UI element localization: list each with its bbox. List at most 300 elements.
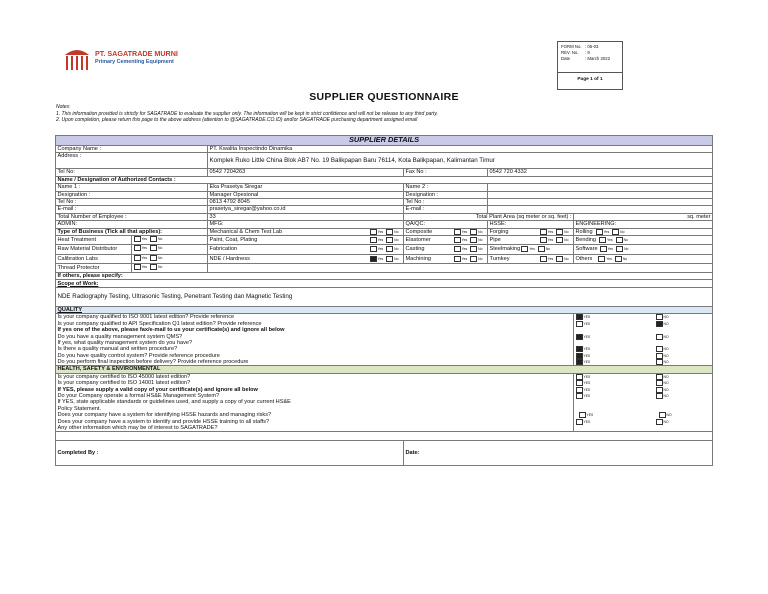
yes-checkbox[interactable] [134, 236, 141, 242]
quality-question: Is your company qualified to ISO 9001 latest edition? Provide reference [56, 314, 574, 321]
no-text: NO [666, 413, 672, 418]
quality-answer [574, 314, 713, 321]
biz-1-4-checks[interactable] [599, 237, 631, 243]
biz-3-3-label: Turnkey [489, 255, 510, 262]
hse-question: Do your Company operate a formal HS&E Management System? [56, 393, 574, 399]
yes-option[interactable] [576, 387, 656, 393]
no-text: NO [663, 387, 669, 392]
no-option[interactable] [656, 321, 672, 327]
yes-text: Yes [547, 256, 554, 261]
yes-text: Yes [529, 247, 535, 252]
contacts-label: Name / Designation of Authorized Contacts : [56, 176, 713, 183]
biz-0-2 [404, 228, 488, 235]
no-text: NO [663, 353, 669, 358]
yes-option[interactable] [576, 374, 656, 380]
no-checkbox[interactable] [470, 229, 477, 235]
biz-blank [208, 263, 713, 272]
no-text: NO [663, 374, 669, 379]
no-text: NO [663, 419, 669, 424]
no-text: No [394, 247, 399, 252]
yes-option[interactable] [576, 419, 656, 425]
yes-text: Yes [461, 237, 468, 242]
notes-heading: Notes: [56, 104, 71, 110]
supplier-details-header: SUPPLIER DETAILS [56, 136, 713, 146]
biz-4-0-label: Thread Protector [56, 263, 132, 272]
no-text: NO [663, 347, 669, 352]
biz-2-1-checks[interactable] [370, 246, 402, 252]
biz-2-4-label: Software [575, 246, 598, 253]
fax-field[interactable]: 0542 720 4332 [488, 169, 713, 176]
yes-checkbox[interactable] [454, 256, 461, 262]
yes-checkbox[interactable] [579, 412, 586, 418]
biz-0-1 [208, 228, 404, 235]
yes-checkbox[interactable] [576, 346, 583, 352]
biz-3-2-checks[interactable] [454, 256, 486, 262]
quality-question: Do you have a quality management system QMS? [56, 333, 574, 339]
quality-question: Do you perform final inspection before delivery? Provide reference procedure [56, 359, 574, 366]
yes-checkbox[interactable] [576, 321, 583, 327]
company-name-label: Company Name : [56, 146, 208, 153]
no-text: No [158, 255, 163, 260]
no-text: NO [663, 321, 669, 326]
email2-field[interactable] [488, 206, 713, 213]
hse-question: Does your company have a system to identify and provide HSSE training to all staffs? [56, 419, 574, 425]
biz-2-0 [132, 245, 208, 254]
no-text: NO [663, 360, 669, 365]
quality-question: Is there a quality manual and written procedure? [56, 346, 574, 352]
no-option[interactable] [656, 353, 672, 359]
hse-question: If YES, please supply a valid copy of your certificate(s) and ignore all below [56, 387, 574, 393]
yes-text: Yes [377, 256, 384, 261]
quality-answer-boxes [576, 346, 711, 352]
no-checkbox[interactable] [616, 246, 623, 252]
yes-checkbox[interactable] [134, 245, 141, 251]
no-text: No [158, 264, 163, 269]
yes-checkbox[interactable] [576, 374, 583, 380]
page-indicator: Page 1 of 1 [558, 72, 622, 87]
biz-0-4 [574, 228, 713, 235]
form-info-box [557, 41, 623, 90]
rev-label: REV. No. [561, 50, 579, 56]
no-checkbox[interactable] [150, 255, 157, 261]
designation1-field[interactable]: Manager Opesional [208, 191, 404, 198]
yes-text: Yes [141, 255, 148, 260]
yes-option[interactable] [576, 314, 656, 320]
company-name: PT. SAGATRADE MURNI [95, 49, 178, 58]
quality-answer-boxes [576, 321, 711, 327]
address-label: Address : [56, 153, 208, 169]
yes-checkbox[interactable] [540, 237, 547, 243]
no-option[interactable] [656, 380, 672, 386]
hse-header: HEALTH, SAFETY & ENVIRONMENTAL [56, 366, 713, 373]
biz-3-1-checks[interactable] [370, 256, 402, 262]
no-checkbox[interactable] [386, 237, 393, 243]
yes-text: YES [583, 353, 591, 358]
yes-text: YES [583, 381, 591, 386]
biz-4-0 [132, 263, 208, 272]
name1-field[interactable]: Eka Prasetya Siregar [208, 184, 404, 191]
tel-field[interactable]: 0542 7204263 [208, 169, 404, 176]
business-type-label: Type of Business (Tick all that applies): [56, 228, 208, 235]
no-checkbox[interactable] [150, 264, 157, 270]
no-option[interactable] [656, 387, 672, 393]
quality-question: If yes one of the above, please fax/e-mail to us your certificate(s) and ignore all below [56, 327, 574, 333]
yes-text: YES [583, 347, 591, 352]
yes-text: Yes [607, 237, 613, 242]
notes-line-2: 2. Upon completion, please return this page to the above address (attention to @SAGATRADE.CO.ID) and/or SAGATRADE purchasing department assigned email [56, 117, 418, 124]
tel1-field[interactable]: 0813 4792 8045 [208, 198, 404, 205]
form-no-label: FORM No. [561, 44, 582, 49]
biz-2-2-checks[interactable] [454, 246, 486, 252]
biz-3-1-label: NDE / Hardness [209, 255, 250, 262]
no-text: No [545, 247, 551, 252]
no-text: No [394, 237, 399, 242]
no-text: No [394, 256, 399, 261]
no-checkbox[interactable] [150, 236, 157, 242]
yes-text: Yes [607, 247, 614, 252]
biz-0-2-label: Composite [405, 228, 433, 235]
hse-answer-boxes [576, 393, 711, 399]
yes-checkbox[interactable] [598, 256, 605, 262]
hse-answer [574, 425, 713, 432]
yes-text: Yes [461, 256, 468, 261]
no-checkbox[interactable] [556, 237, 563, 243]
biz-3-2 [404, 254, 488, 263]
yes-checkbox[interactable] [370, 237, 377, 243]
others-specify-label: If others, please specify: [56, 273, 713, 280]
no-text: No [620, 229, 625, 234]
no-text: No [564, 229, 569, 234]
biz-1-0-checks[interactable] [134, 236, 166, 242]
no-checkbox[interactable] [656, 374, 663, 380]
biz-1-4 [574, 235, 713, 244]
biz-0-3-label: Forging [489, 228, 509, 235]
biz-3-4-label: Others [575, 255, 593, 262]
hse-answer-boxes [576, 387, 711, 393]
no-text: No [478, 237, 483, 242]
quality-question: If yes, what quality management system do you have? [56, 340, 574, 346]
yes-text: YES [583, 315, 591, 320]
yes-text: YES [586, 413, 594, 418]
biz-2-3-checks[interactable] [521, 246, 553, 252]
hse-question: Does your company have a system for identifying HSSE hazards and managing risks? [56, 412, 574, 418]
biz-2-2 [404, 245, 488, 254]
col-admin: ADMIN: [56, 221, 208, 228]
no-option[interactable] [656, 393, 672, 399]
biz-3-3-checks[interactable] [540, 256, 572, 262]
tel2-field[interactable] [488, 198, 713, 205]
hse-question: Policy Statement. [56, 406, 574, 412]
quality-answer-boxes [576, 314, 711, 320]
designation2-label: Designation : [404, 191, 488, 198]
biz-1-1 [208, 235, 404, 244]
name1-label: Name 1 : [56, 184, 208, 191]
biz-1-3-label: Pipe [489, 236, 501, 243]
logo-icon [62, 46, 92, 72]
yes-checkbox[interactable] [454, 229, 461, 235]
yes-checkbox[interactable] [576, 393, 583, 399]
yes-text: Yes [377, 247, 384, 252]
hse-question: If YES, state applicable standards or guidelines used, and supply a copy of your current HS&E [56, 399, 574, 405]
yes-option[interactable] [579, 412, 659, 418]
yes-checkbox[interactable] [370, 229, 377, 235]
designation2-field[interactable] [488, 191, 713, 198]
page-title: SUPPLIER QUESTIONNAIRE [309, 91, 459, 103]
no-checkbox[interactable] [656, 380, 663, 386]
no-checkbox[interactable] [538, 246, 545, 252]
biz-1-1-label: Paint, Coat, Plating [209, 236, 258, 243]
yes-text: Yes [606, 256, 612, 261]
no-checkbox[interactable] [656, 393, 663, 399]
quality-answer-boxes [576, 359, 711, 365]
yes-checkbox[interactable] [600, 246, 607, 252]
name2-label: Name 2 : [404, 184, 488, 191]
yes-option[interactable] [576, 346, 656, 352]
col-qaqc: QA/QC: [404, 221, 488, 228]
yes-option[interactable] [576, 334, 656, 340]
tel-label: Tel No: [56, 169, 208, 176]
date-field[interactable]: Date: [404, 441, 713, 466]
no-text: No [394, 229, 399, 234]
biz-3-2-label: Machining [405, 255, 431, 262]
biz-0-3 [488, 228, 574, 235]
biz-2-0-label: Raw Material Distributor [56, 245, 132, 254]
biz-2-4 [574, 245, 713, 254]
no-option[interactable] [656, 314, 672, 320]
no-text: No [478, 247, 483, 252]
biz-2-3 [488, 245, 574, 254]
biz-1-3-checks[interactable] [540, 237, 572, 243]
no-checkbox[interactable] [656, 346, 663, 352]
no-checkbox[interactable] [470, 246, 477, 252]
no-checkbox[interactable] [556, 256, 563, 262]
hse-answer [574, 373, 713, 380]
no-checkbox[interactable] [615, 256, 622, 262]
biz-2-1-label: Fabrication [209, 246, 238, 253]
quality-answer [574, 359, 713, 366]
hse-answer-boxes [576, 374, 711, 380]
yes-checkbox[interactable] [521, 246, 528, 252]
no-checkbox[interactable] [150, 245, 157, 251]
yes-text: Yes [377, 229, 384, 234]
no-checkbox[interactable] [656, 334, 663, 340]
hse-answer-boxes [576, 419, 711, 425]
no-text: No [564, 256, 569, 261]
no-checkbox[interactable] [386, 246, 393, 252]
no-text: NO [663, 315, 669, 320]
yes-checkbox[interactable] [454, 246, 461, 252]
yes-checkbox[interactable] [576, 387, 583, 393]
no-checkbox[interactable] [656, 321, 663, 327]
yes-checkbox[interactable] [540, 256, 547, 262]
no-checkbox[interactable] [659, 412, 666, 418]
yes-text: Yes [603, 229, 610, 234]
yes-checkbox[interactable] [576, 359, 583, 365]
yes-option[interactable] [576, 359, 656, 365]
scope-label: Scope of Work: [56, 280, 713, 287]
hse-question: Any other information which may be of interest to SAGATRADE? [56, 425, 574, 432]
no-checkbox[interactable] [386, 229, 393, 235]
no-option[interactable] [656, 334, 672, 340]
yes-checkbox[interactable] [370, 246, 377, 252]
yes-text: Yes [141, 236, 148, 241]
fax-label: Fax No : [404, 169, 488, 176]
no-text: No [478, 229, 483, 234]
yes-text: YES [583, 387, 591, 392]
biz-4-0-checks[interactable] [134, 264, 166, 270]
no-checkbox[interactable] [470, 237, 477, 243]
company-name-field[interactable]: PT. Kwalita Inspectindo Dinamika [208, 146, 713, 153]
yes-checkbox[interactable] [576, 380, 583, 386]
yes-checkbox[interactable] [596, 229, 603, 235]
yes-text: YES [583, 419, 591, 424]
biz-0-3-checks[interactable] [540, 229, 572, 235]
notes [56, 104, 438, 124]
no-option[interactable] [656, 419, 672, 425]
biz-0-1-checks[interactable] [370, 229, 402, 235]
no-text: No [564, 237, 569, 242]
blank-row [56, 432, 713, 441]
biz-2-0-checks[interactable] [134, 245, 166, 251]
no-text: No [624, 247, 629, 252]
no-checkbox[interactable] [656, 314, 663, 320]
biz-2-2-label: Casting [405, 246, 425, 253]
biz-2-3-label: Steelmaking [489, 246, 521, 253]
yes-option[interactable] [576, 321, 656, 327]
biz-1-2-label: Elastomer [405, 236, 431, 243]
biz-3-4-checks[interactable] [598, 256, 630, 262]
tel2-label: Tel No : [404, 198, 488, 205]
yes-text: Yes [141, 264, 148, 269]
no-checkbox[interactable] [656, 419, 663, 425]
no-checkbox[interactable] [656, 387, 663, 393]
yes-checkbox[interactable] [134, 264, 141, 270]
date-label: Date [561, 56, 571, 62]
yes-checkbox[interactable] [370, 256, 377, 262]
designation1-label: Designation : [56, 191, 208, 198]
no-checkbox[interactable] [386, 256, 393, 262]
biz-1-2-checks[interactable] [454, 237, 486, 243]
yes-checkbox[interactable] [599, 237, 606, 243]
scope-field[interactable]: NDE Radiography Testing, Ultrasonic Testing, Penetrant Testing dan Magnetic Testing [56, 287, 713, 306]
biz-0-1-label: Mechanical & Chem Test Lab [209, 228, 283, 235]
email1-field[interactable]: prasetya_siregar@yahoo.co.id [208, 206, 404, 213]
yes-option[interactable] [576, 380, 656, 386]
yes-checkbox[interactable] [454, 237, 461, 243]
biz-3-0 [132, 254, 208, 263]
hse-question: Is your company certified to ISO 14001 latest edition? [56, 380, 574, 386]
biz-3-3 [488, 254, 574, 263]
yes-text: YES [583, 374, 591, 379]
notes-line-1: 1. This information provided is strictly for SAGATRADE to evaluate the supplier only. The information will be kept in strict confidence and will not be release to any third party. [56, 110, 438, 117]
yes-option[interactable] [576, 393, 656, 399]
no-option[interactable] [656, 374, 672, 380]
yes-text: Yes [461, 229, 468, 234]
biz-3-0-checks[interactable] [134, 255, 166, 261]
email2-label: E-mail : [404, 206, 488, 213]
rev-no: : 9 [585, 50, 590, 56]
biz-1-2 [404, 235, 488, 244]
quality-row [56, 314, 713, 321]
biz-1-4-label: Bending [575, 236, 597, 243]
no-option[interactable] [656, 359, 672, 365]
quality-question: Is your company qualified to API Specification Q1 latest edition? Provide reference [56, 321, 574, 327]
employees-field[interactable]: 33 [208, 213, 404, 220]
form-no: : 05-03 [585, 44, 599, 49]
yes-option[interactable] [576, 353, 656, 359]
quality-row [56, 359, 713, 366]
yes-checkbox[interactable] [576, 419, 583, 425]
no-option[interactable] [659, 412, 675, 418]
yes-text: Yes [141, 246, 148, 251]
col-engineering: ENGINEERING: [574, 221, 713, 228]
col-hsse: HSSE: [488, 221, 574, 228]
yes-checkbox[interactable] [540, 229, 547, 235]
yes-text: YES [583, 360, 591, 365]
tel1-label: Tel No : [56, 198, 208, 205]
quality-answer-boxes [576, 353, 711, 359]
hse-row [56, 373, 713, 380]
yes-text: Yes [461, 247, 468, 252]
no-text: No [478, 256, 483, 261]
no-option[interactable] [656, 346, 672, 352]
no-text: No [622, 256, 628, 261]
quality-answer-boxes [576, 334, 711, 340]
biz-3-1 [208, 254, 404, 263]
yes-checkbox[interactable] [576, 353, 583, 359]
plant-area-field[interactable]: sq. meter [574, 213, 713, 220]
no-text: NO [663, 381, 669, 386]
name2-field[interactable] [488, 184, 713, 191]
biz-1-1-checks[interactable] [370, 237, 402, 243]
biz-0-2-checks[interactable] [454, 229, 486, 235]
biz-1-0 [132, 235, 208, 244]
biz-3-0-label: Calibration Labs [56, 254, 132, 263]
col-mfg: MFG: [208, 221, 404, 228]
quality-header: QUALITY [56, 306, 713, 313]
no-text: NO [663, 394, 669, 399]
form-date: : March 2022 [585, 56, 611, 62]
no-checkbox[interactable] [556, 229, 563, 235]
biz-0-4-checks[interactable] [596, 229, 628, 235]
address-field[interactable]: Komplek Ruko Little China Blok AB7 No. 19 Balikpapan Baru 76114, Kota Balikpapan, Kalimantan Timur [208, 153, 713, 169]
no-checkbox[interactable] [470, 256, 477, 262]
no-checkbox[interactable] [616, 237, 623, 243]
company-tagline: Primary Cementing Equipment [95, 59, 174, 65]
hse-question: Is your company certified to ISO 45000 latest edition? [56, 373, 574, 380]
hse-answer-boxes [576, 380, 711, 386]
yes-checkbox[interactable] [576, 334, 583, 340]
biz-2-1 [208, 245, 404, 254]
completed-by-field[interactable]: Completed By : [56, 441, 404, 466]
biz-0-4-label: Rolling [575, 228, 593, 235]
biz-2-4-checks[interactable] [600, 246, 632, 252]
yes-checkbox[interactable] [576, 314, 583, 320]
email1-label: E-mail : [56, 206, 208, 213]
no-text: NO [663, 334, 669, 339]
yes-text: Yes [547, 229, 554, 234]
no-checkbox[interactable] [612, 229, 619, 235]
yes-text: YES [583, 321, 591, 326]
hse-answer-boxes [576, 412, 711, 418]
questionnaire-table [55, 135, 713, 466]
no-checkbox[interactable] [656, 359, 663, 365]
no-text: No [158, 236, 163, 241]
yes-checkbox[interactable] [134, 255, 141, 261]
no-checkbox[interactable] [656, 353, 663, 359]
no-text: No [158, 246, 163, 251]
employees-label: Total Number of Employee : [56, 213, 208, 220]
